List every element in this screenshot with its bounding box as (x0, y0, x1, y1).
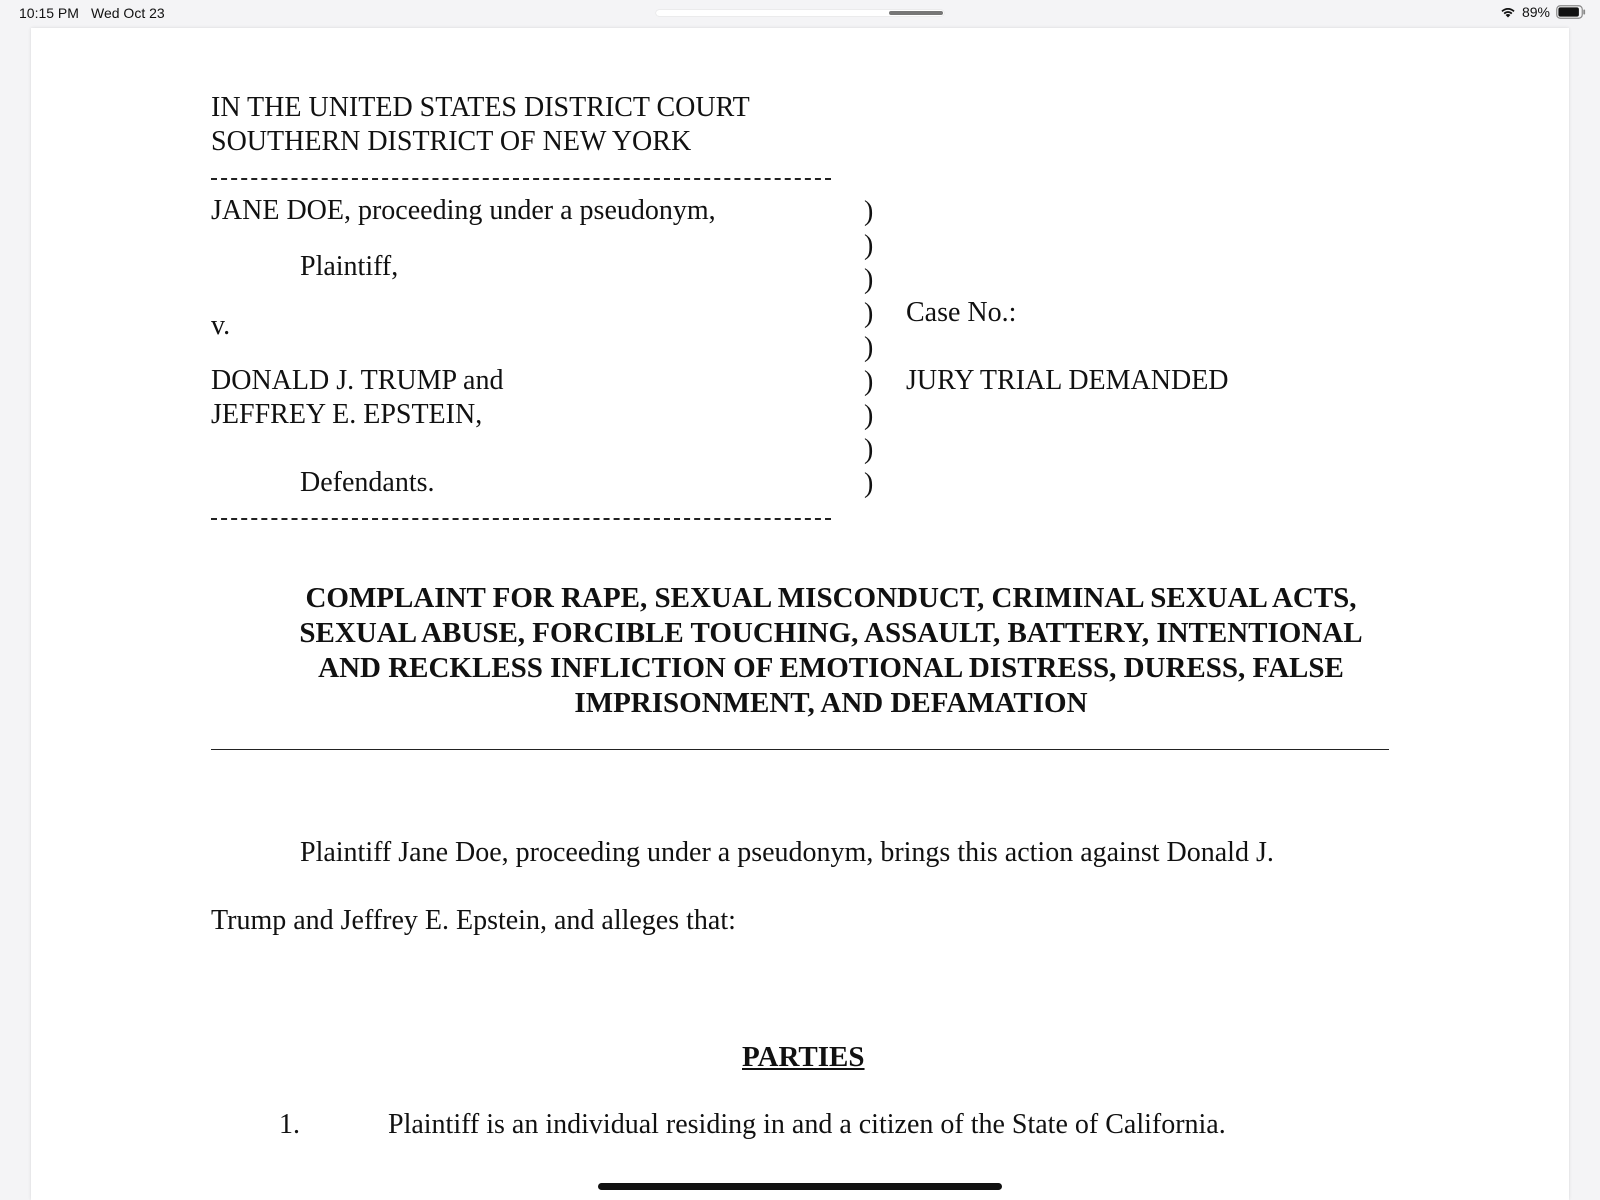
caption-paren: ) (864, 400, 874, 431)
court-name-line2: SOUTHERN DISTRICT OF NEW YORK (211, 126, 692, 157)
home-indicator[interactable] (598, 1183, 1002, 1190)
status-right-group (1500, 4, 1586, 20)
paragraph-text: Plaintiff is an individual residing in and a citizen of the State of California. (388, 1109, 1226, 1140)
caption-top-divider (211, 178, 831, 180)
intro-paragraph-line2: Trump and Jeffrey E. Epstein, and alleges that: (211, 905, 736, 936)
caption-paren: ) (864, 468, 874, 499)
battery-icon (1556, 5, 1586, 19)
plaintiff-label: Plaintiff, (300, 251, 399, 282)
caption-paren: ) (864, 366, 874, 397)
defendant-line2: JEFFREY E. EPSTEIN, (211, 399, 483, 430)
complaint-title-line: IMPRISONMENT, AND DEFAMATION (574, 687, 1088, 719)
defendant-line1: DONALD J. TRUMP and (211, 365, 504, 396)
complaint-title (211, 581, 1451, 721)
section-heading-parties: PARTIES (742, 1041, 865, 1073)
battery-percent: 89% (1521, 4, 1550, 20)
intro-paragraph-line1: Plaintiff Jane Doe, proceeding under a pseudonym, brings this action against Donald J. (300, 837, 1274, 868)
case-number-label: Case No.: (906, 297, 1017, 328)
court-name-line1: IN THE UNITED STATES DISTRICT COURT (211, 92, 750, 123)
status-bar (0, 0, 1600, 28)
plaintiff-name: JANE DOE, proceeding under a pseudonym, (211, 195, 716, 226)
status-time: 10:15 PM (19, 5, 79, 21)
defendants-label: Defendants. (300, 467, 435, 498)
jury-trial-demand: JURY TRIAL DEMANDED (906, 365, 1229, 396)
wifi-icon (1500, 6, 1516, 18)
versus-label: v. (211, 310, 231, 341)
caption-paren: ) (864, 196, 874, 227)
title-rule (211, 749, 1389, 750)
complaint-title-line: AND RECKLESS INFLICTION OF EMOTIONAL DISTRESS, DURESS, FALSE (318, 652, 1344, 684)
caption-paren: ) (864, 230, 874, 261)
caption-paren: ) (864, 264, 874, 295)
caption-paren: ) (864, 298, 874, 329)
caption-bottom-divider (211, 518, 831, 520)
complaint-title-line: COMPLAINT FOR RAPE, SEXUAL MISCONDUCT, CRIMINAL SEXUAL ACTS, (305, 582, 1357, 614)
paragraph-number: 1. (279, 1109, 300, 1140)
caption-paren: ) (864, 332, 874, 363)
document-page[interactable] (31, 28, 1569, 1200)
caption-paren: ) (864, 434, 874, 465)
status-date: Wed Oct 23 (91, 5, 165, 21)
complaint-title-line: SEXUAL ABUSE, FORCIBLE TOUCHING, ASSAULT, BATTERY, INTENTIONAL (299, 617, 1363, 649)
multitasking-grip-icon[interactable] (889, 11, 943, 15)
